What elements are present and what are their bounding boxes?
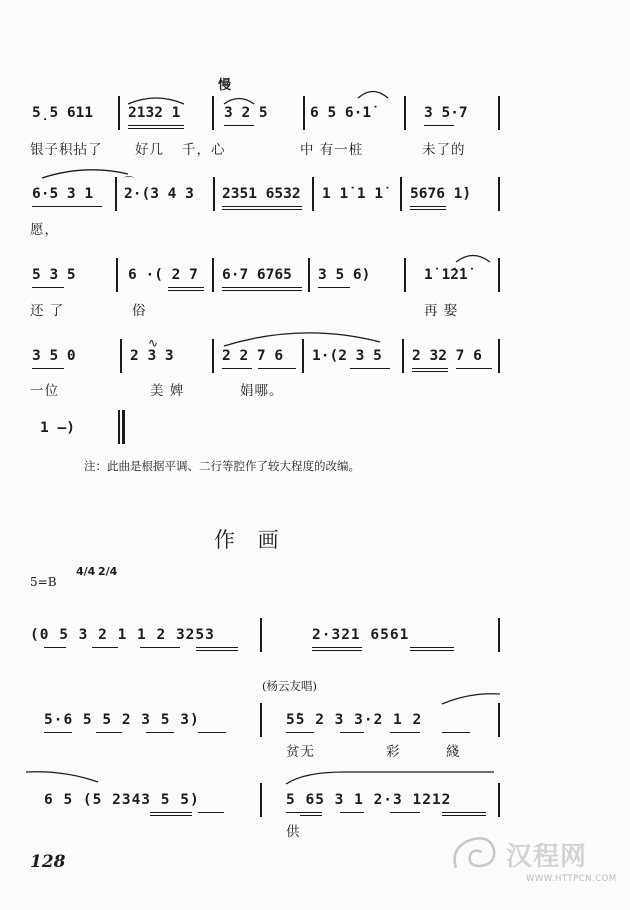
watermark-name: 汉程网 [506, 842, 588, 872]
underline-beam [96, 732, 122, 733]
bar-line [404, 258, 406, 292]
bar-line [260, 783, 262, 817]
time-signature [98, 565, 118, 578]
notation-measure: 5·6 5 5 2 3 5 3) [44, 712, 200, 728]
bar-line [498, 703, 500, 737]
trill-mark: ∿ [148, 336, 159, 350]
bar-line [498, 339, 500, 373]
bar-line [312, 177, 314, 211]
underline-beam [222, 206, 302, 207]
lyric-text: 中 有一桩 [300, 142, 364, 158]
underline-beam [196, 650, 238, 651]
underline-beam [196, 647, 238, 648]
notation-measure: 6 5 6·1̇ [310, 105, 372, 121]
underline-beam [140, 647, 180, 648]
bar-line [212, 96, 214, 130]
underline-beam [128, 128, 184, 129]
bar-line [498, 258, 500, 292]
underline-beam [286, 812, 322, 813]
underline-beam [286, 732, 314, 733]
underline-beam [150, 815, 192, 816]
notation-measure: 2 3 3 [130, 348, 174, 364]
lyric-text: 再 娶 [424, 303, 459, 319]
notation-measure: 2·(3 4 3 [124, 186, 194, 202]
notation-measure: 5̇5 2 3 3·2 1 2 [286, 712, 423, 728]
lyric-text: 还 了 [30, 303, 65, 319]
underline-beam [340, 812, 364, 813]
slur-mark [356, 86, 390, 100]
underline-beam [32, 287, 64, 288]
slur-mark [284, 770, 496, 786]
bar-line [498, 96, 500, 130]
lyric-text: 银子积拈了 [30, 142, 103, 158]
underline-beam [318, 287, 350, 288]
watermark-swirl-icon [446, 828, 502, 880]
slur-mark [440, 692, 502, 706]
notation-measure: 6·5 3 1 [32, 186, 94, 202]
underline-beam [198, 732, 226, 733]
notation-measure: 1 1̇ 1 1̇ [322, 186, 384, 202]
notation-measure: 3 5 0 [32, 348, 76, 364]
lyric-text: 俗 [132, 303, 147, 319]
bar-line [302, 339, 304, 373]
underline-beam [198, 812, 224, 813]
lyric-text: 贫无 [286, 744, 315, 760]
lyric-text: 綫 [446, 744, 461, 760]
singer-credit: (杨云友唱) [262, 679, 317, 693]
underline-beam [424, 125, 454, 126]
notation-measure: 2 2 7 6 [222, 348, 284, 364]
slur-mark [222, 94, 256, 106]
notation-measure: 5 3 5 [32, 267, 76, 283]
underline-beam [456, 368, 492, 369]
underline-beam [410, 206, 446, 207]
underline-beam [44, 732, 72, 733]
underline-beam [390, 812, 420, 813]
bar-line [213, 177, 215, 211]
notation-measure: 1 —) [40, 420, 75, 436]
bar-line [212, 339, 214, 373]
time-signature-2-4: 2/4 [98, 565, 118, 578]
underline-beam [340, 732, 364, 733]
bar-line [400, 177, 402, 211]
notation-measure: 5676 1̇) [410, 186, 472, 202]
underline-beam [350, 368, 390, 369]
underline-beam [442, 815, 486, 816]
underline-beam [442, 732, 470, 733]
lyric-text: 千，心 [182, 142, 226, 158]
bar-line [308, 258, 310, 292]
bar-line [260, 618, 262, 652]
underline-beam [32, 368, 64, 369]
bar-line [118, 96, 120, 130]
bar-line [212, 258, 214, 292]
slur-mark [24, 770, 100, 784]
underline-beam [128, 125, 184, 126]
bar-line [498, 783, 500, 817]
notation-measure: 2132 1 [128, 105, 181, 121]
lyric-text: 未了的 [422, 142, 466, 158]
bar-line [260, 703, 262, 737]
underline-beam [222, 290, 302, 291]
underline-beam [150, 812, 192, 813]
notation-measure: 3 2 5 [224, 105, 268, 121]
notation-measure: 6 5 (5 2343 5 5) [44, 792, 200, 808]
underline-beam [312, 647, 362, 648]
underline-beam [92, 647, 118, 648]
bar-line [303, 96, 305, 130]
bar-line [404, 96, 406, 130]
lyric-text: 彩 [386, 744, 401, 760]
lyric-text: 一位 [30, 383, 59, 399]
time-signature-4-4: 4/4 [76, 565, 96, 578]
underline-beam [410, 647, 454, 648]
footnote: 注：此曲是根据平调、二行等腔作了较大程度的改编。 [84, 459, 360, 473]
bar-line [118, 410, 120, 444]
underline-beam [258, 368, 296, 369]
bar-line [498, 177, 500, 211]
time-signature [76, 565, 96, 578]
underline-beam [390, 732, 420, 733]
underline-beam [224, 125, 254, 126]
bar-line [402, 339, 404, 373]
notation-measure: 5̣5 611 [32, 105, 94, 121]
lyric-text: 愿， [30, 222, 59, 238]
slur-mark [454, 250, 492, 264]
notation-measure: 2351 6532 [222, 186, 301, 202]
notation-measure: 1̇ 1̇2̇1̇ [424, 267, 468, 283]
underline-beam [222, 209, 302, 210]
underline-beam [222, 287, 302, 288]
underline-beam [44, 647, 66, 648]
song-title: 作 画 [214, 528, 287, 552]
notation-measure: 6 ·( 2 7 [128, 267, 198, 283]
underline-beam [412, 371, 448, 372]
bar-line [498, 618, 500, 652]
notation-measure: 3 5 6) [318, 267, 371, 283]
final-bar-line [122, 410, 125, 444]
notation-measure: 2·321 6561 [312, 627, 410, 643]
underline-beam [410, 650, 454, 651]
notation-measure: (0 5 3 2 1 1 2 3253 [30, 627, 215, 643]
underline-beam [168, 290, 204, 291]
underline-beam [410, 209, 446, 210]
underline-beam [442, 812, 486, 813]
lyric-text: 美 婢 [150, 383, 185, 399]
bar-line [115, 177, 117, 211]
underline-beam [300, 815, 322, 816]
lyric-text: 娟哪。 [240, 383, 284, 399]
bar-line [116, 258, 118, 292]
slur-mark [126, 94, 186, 106]
notation-measure: 6·7 6765 [222, 267, 292, 283]
notation-measure: 3 5·7 [424, 105, 468, 121]
notation-measure: 2 32 7 6 [412, 348, 482, 364]
underline-beam [222, 368, 252, 369]
page-number: 128 [30, 852, 66, 872]
notation-measure: 5 65 3 1 2·3 1212 [286, 792, 452, 808]
lyric-text: 好几 [135, 142, 164, 158]
underline-beam [146, 732, 174, 733]
watermark-url: WWW.HTTPCN.COM [526, 874, 617, 884]
underline-beam [312, 650, 362, 651]
bar-line [120, 339, 122, 373]
underline-beam [32, 206, 102, 207]
fermata-mark: ⌒ [124, 177, 134, 188]
underline-beam [168, 287, 204, 288]
underline-beam [412, 368, 448, 369]
notation-measure: 1·(2 3 5 [312, 348, 382, 364]
lyric-text: 供 [286, 824, 301, 840]
key-signature: 5=B [30, 575, 57, 589]
tempo-mark: 慢 [218, 78, 233, 93]
